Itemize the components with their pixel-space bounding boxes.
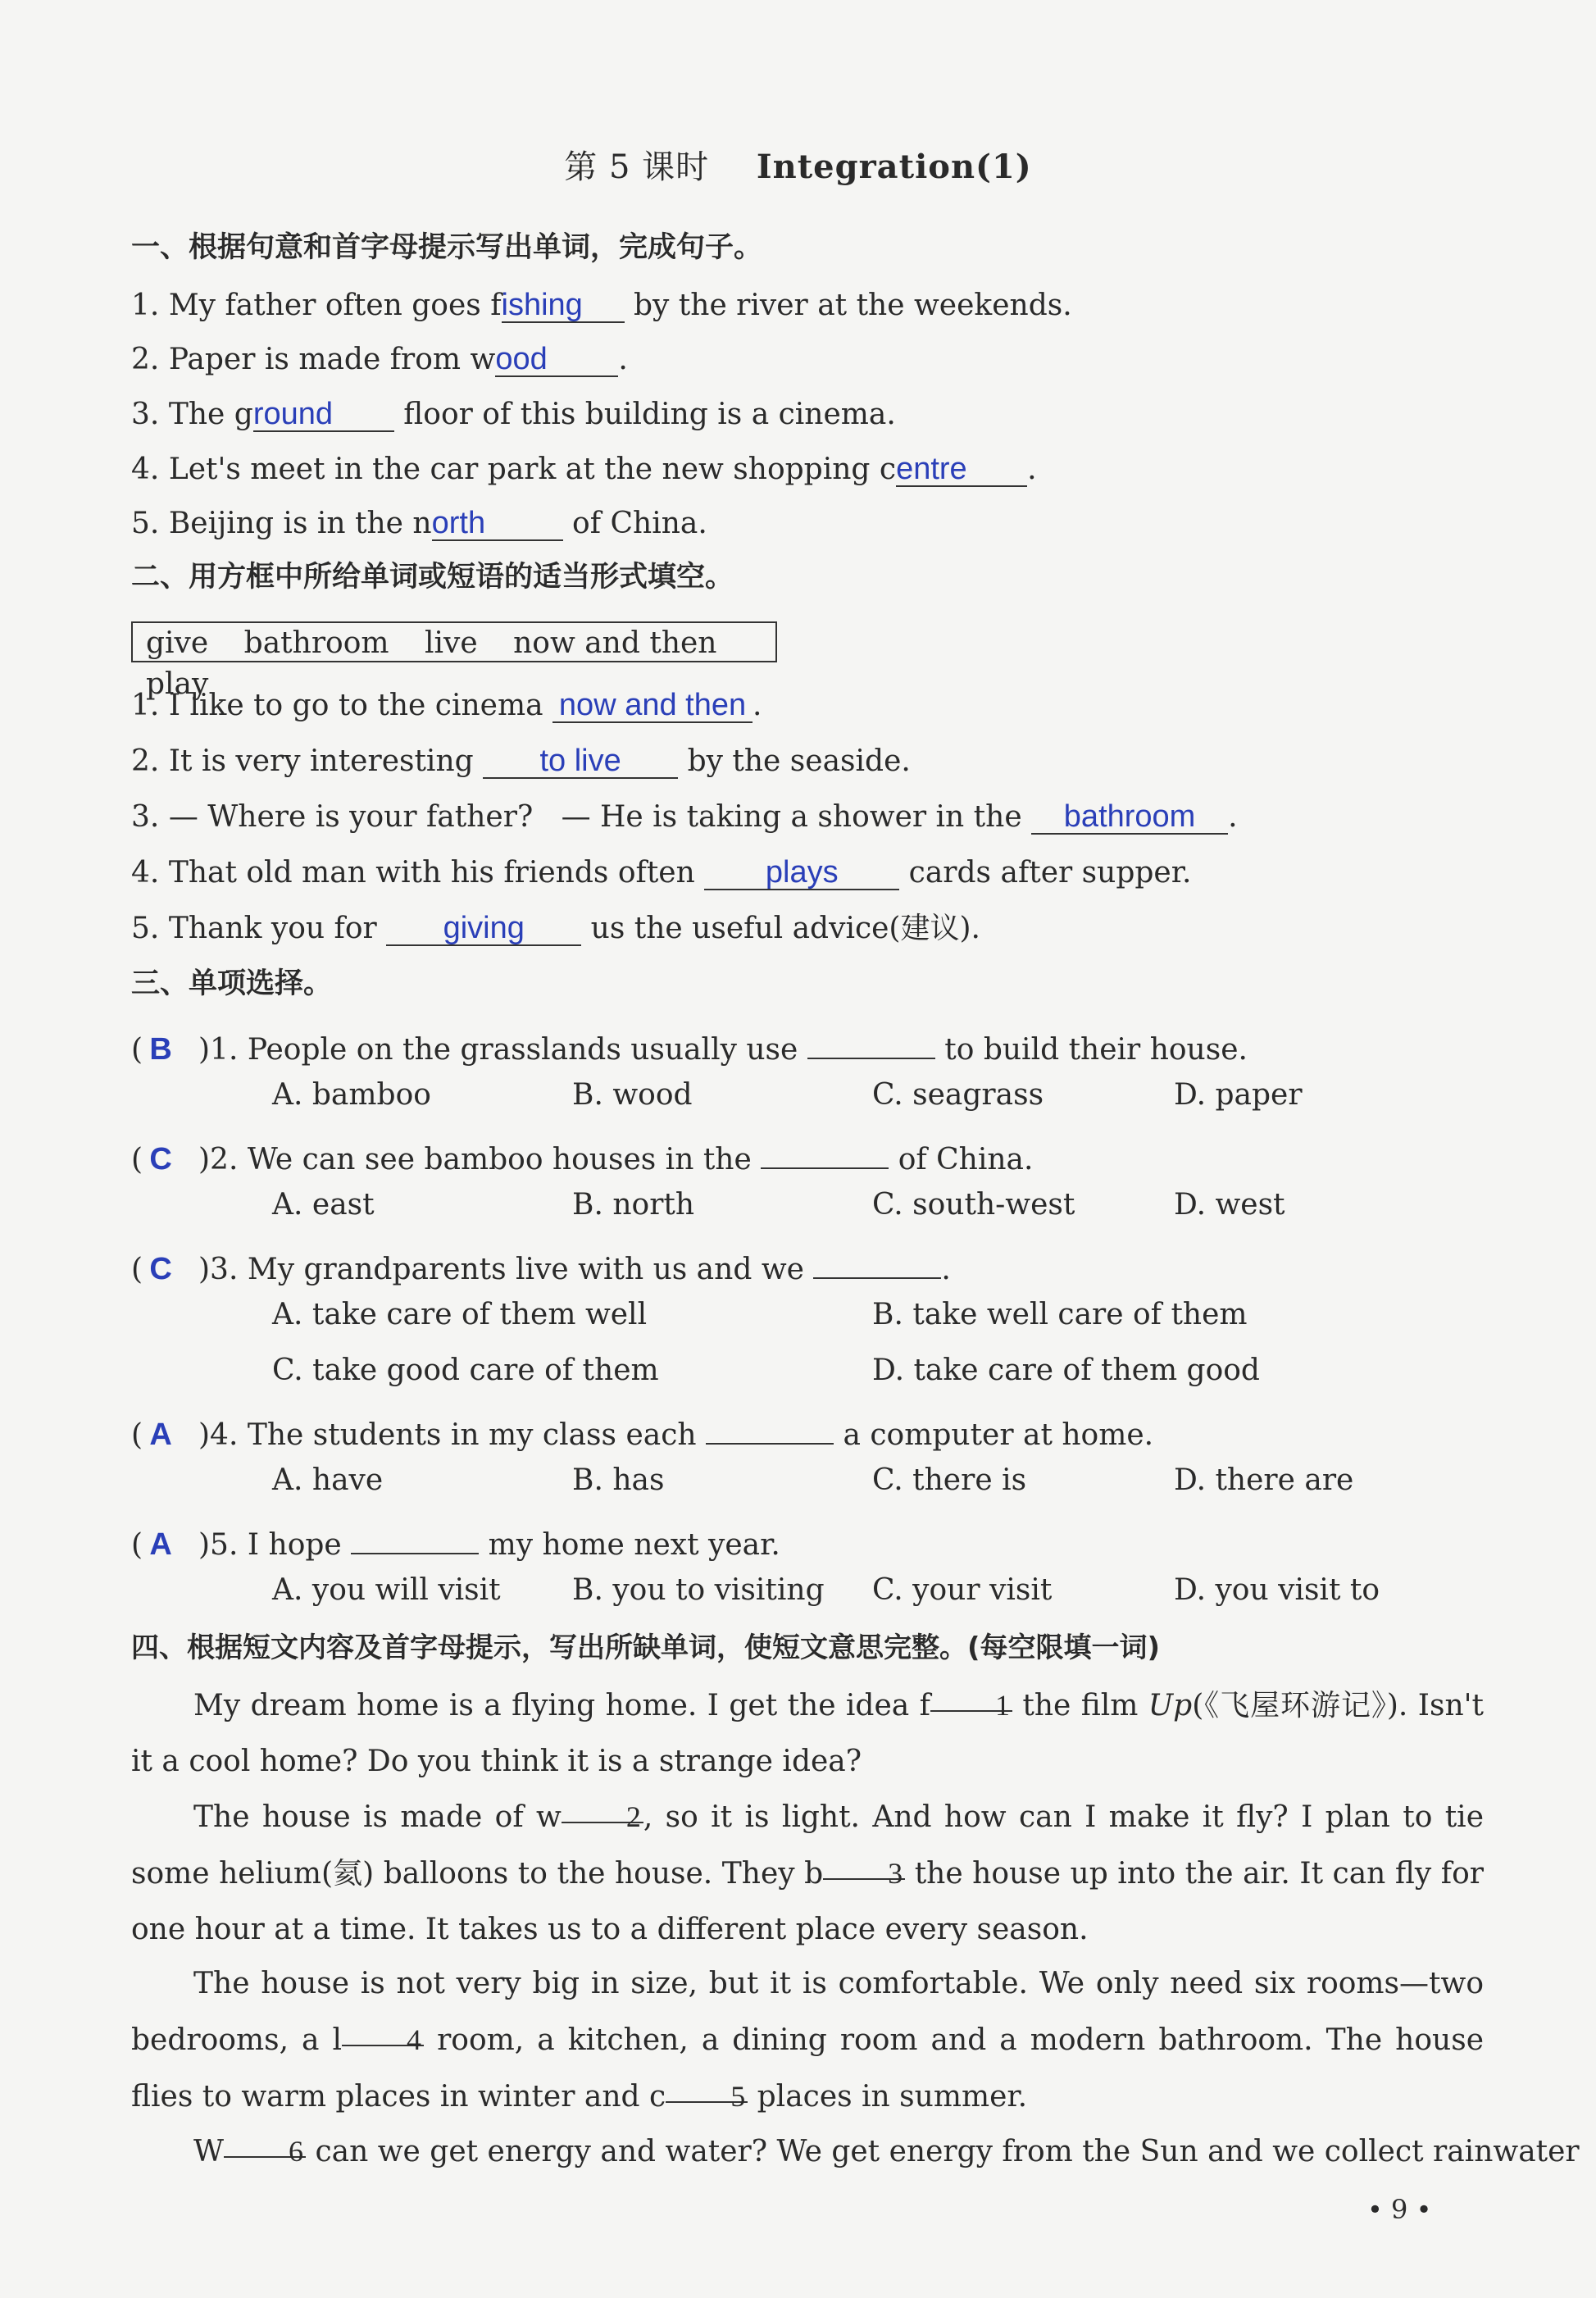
passage-text: W	[193, 2135, 225, 2168]
answer-choice: B	[149, 1032, 172, 1067]
blank-number: 2	[625, 1800, 641, 1833]
item-text: to build their house.	[944, 1033, 1248, 1067]
section2-heading: 二、用方框中所给单词或短语的适当形式填空。	[131, 561, 734, 594]
item-num: 2.	[131, 343, 160, 376]
item-num: )1.	[198, 1033, 239, 1067]
answer-text: entre	[896, 452, 967, 486]
blank-number: 4	[407, 2023, 422, 2056]
item-text: It is very interesting	[168, 744, 484, 778]
item-num: 4.	[131, 856, 160, 890]
answer-text: now and then	[558, 688, 747, 722]
answer-blank[interactable]	[704, 853, 899, 890]
answer-blank[interactable]	[386, 908, 581, 946]
passage-paragraph-4	[131, 2123, 1580, 2180]
question-blank	[351, 1517, 479, 1554]
blank-number: 3	[888, 1857, 903, 1890]
answer-paren[interactable]: ( A	[131, 1525, 198, 1565]
option-c: C. your visit	[872, 1573, 1053, 1607]
passage-text: the film	[1012, 1689, 1148, 1722]
answer-blank[interactable]	[1031, 797, 1228, 835]
passage-paragraph-3	[131, 1956, 1484, 2125]
passage-blank-3[interactable]	[823, 1845, 905, 1890]
answer-text: ood	[495, 342, 548, 376]
item-text: My father often goes f	[168, 289, 502, 322]
option-c: C. take good care of them	[272, 1354, 659, 1387]
passage-text: places in summer.	[748, 2080, 1028, 2114]
s2-item-1	[131, 685, 762, 726]
answer-blank[interactable]	[552, 685, 753, 723]
item-text: Thank you for	[168, 912, 387, 945]
blank-number: 1	[994, 1689, 1010, 1722]
passage-blank-4[interactable]	[342, 2012, 424, 2056]
answer-choice: A	[149, 1527, 172, 1562]
passage-text: The house is not very big in size, but it is comfortable. We only need six rooms—two bedrooms, a l	[131, 1967, 1484, 2057]
option-c: C. seagrass	[872, 1078, 1044, 1112]
item-text: I hope	[247, 1528, 342, 1562]
answer-blank[interactable]	[432, 503, 563, 541]
question-blank	[706, 1407, 834, 1445]
answer-paren[interactable]: ( C	[131, 1249, 198, 1290]
passage-text: room, a kitchen, a dining room and a modern bathroom. The house flies to warm places in winter and c	[131, 2023, 1484, 2114]
mc-question-1	[131, 1022, 1248, 1070]
item-text: I like to go to the cinema	[168, 689, 553, 722]
item-text: The g	[168, 398, 253, 431]
answer-blank[interactable]	[253, 394, 394, 432]
item-num: 1.	[131, 289, 160, 322]
item-num: 4.	[131, 453, 160, 486]
item-num: 1.	[131, 689, 160, 722]
item-text: of China.	[898, 1143, 1034, 1176]
item-text: That old man with his friends often	[168, 856, 705, 890]
option-a: A. you will visit	[272, 1573, 501, 1607]
item-text: The students in my class each	[247, 1418, 697, 1452]
item-text: of China.	[562, 507, 707, 540]
mc-question-3	[131, 1241, 951, 1290]
item-text: .	[941, 1253, 951, 1286]
passage-blank-6[interactable]	[224, 2123, 306, 2168]
item-text: Paper is made from w	[168, 343, 496, 376]
option-d: D. you visit to	[1174, 1573, 1380, 1607]
page-number: • 9 •	[1367, 2194, 1432, 2225]
option-b: B. wood	[572, 1078, 693, 1112]
item-text: .	[753, 689, 762, 722]
word-option: give	[146, 626, 209, 660]
answer-blank[interactable]	[896, 449, 1027, 487]
item-text: by the seaside.	[678, 744, 911, 778]
passage-blank-2[interactable]	[562, 1789, 643, 1833]
answer-text: round	[252, 397, 334, 431]
item-text: Let's meet in the car park at the new shopping c	[168, 453, 897, 486]
option-c: C. there is	[872, 1463, 1027, 1497]
item-text: cards after supper.	[899, 856, 1192, 890]
passage-text: the house up into the air. It can fly for one hour at a time. It takes us to a different place every season.	[131, 1857, 1484, 1946]
passage-text: , so it is light. And how can I make it fly? I plan to tie some helium(氦) balloons to the house. They b	[131, 1800, 1484, 1891]
option-a: A. bamboo	[272, 1078, 431, 1112]
s1-item-5	[131, 503, 707, 544]
mc-question-5	[131, 1517, 780, 1565]
option-d: D. paper	[1174, 1078, 1303, 1112]
option-d: D. there are	[1174, 1463, 1354, 1497]
item-text: .	[1027, 453, 1037, 486]
item-text: by the river at the weekends.	[624, 289, 1072, 322]
option-b: B. has	[572, 1463, 665, 1497]
item-text: We can see bamboo houses in the	[247, 1143, 752, 1176]
answer-paren[interactable]: ( C	[131, 1140, 198, 1180]
option-a: A. east	[272, 1188, 375, 1222]
section1-heading: 一、根据句意和首字母提示写出单词，完成句子。	[131, 231, 763, 264]
answer-text: giving	[443, 911, 525, 945]
answer-choice: C	[149, 1252, 172, 1286]
section3-heading: 三、单项选择。	[131, 967, 333, 1000]
answer-blank[interactable]	[483, 741, 678, 779]
option-d: D. west	[1174, 1188, 1285, 1222]
option-a: A. have	[272, 1463, 384, 1497]
title-en: Integration(1)	[756, 148, 1032, 186]
option-c: C. south-west	[872, 1188, 1075, 1222]
section4-heading: 四、根据短文内容及首字母提示，写出所缺单词，使短文意思完整。(每空限填一词)	[131, 1631, 1161, 1664]
passage-text: The house is made of w	[193, 1800, 562, 1834]
item-num: 5.	[131, 912, 160, 945]
s1-item-4	[131, 449, 1037, 489]
passage-paragraph-1	[131, 1677, 1484, 1790]
answer-choice: A	[149, 1417, 172, 1452]
item-num: )5.	[198, 1528, 239, 1562]
item-num: )2.	[198, 1143, 239, 1176]
film-title: Up	[1148, 1689, 1193, 1722]
s2-item-4	[131, 853, 1191, 893]
answer-text: to live	[539, 744, 621, 778]
answer-text: plays	[765, 855, 839, 890]
passage-text: (《飞屋环游记》). Isn't it a cool home? Do you think it is a strange idea?	[131, 1689, 1484, 1778]
answer-text: bathroom	[1063, 799, 1196, 834]
title-cn: 第 5 课时	[564, 148, 710, 186]
s2-item-3	[131, 797, 1238, 837]
item-text: a computer at home.	[843, 1418, 1154, 1452]
word-option: bathroom	[243, 626, 389, 660]
passage-blank-5[interactable]	[666, 2068, 748, 2113]
option-b: B. north	[572, 1188, 695, 1222]
s1-item-2	[131, 339, 628, 380]
item-text: floor of this building is a cinema.	[393, 398, 896, 431]
answer-paren[interactable]: ( B	[131, 1030, 198, 1070]
question-blank	[807, 1022, 935, 1059]
passage-text: My dream home is a flying home. I get the idea f	[193, 1689, 930, 1722]
option-a: A. take care of them well	[272, 1298, 648, 1331]
item-text: People on the grasslands usually use	[247, 1033, 798, 1067]
word-option: play	[146, 667, 209, 701]
item-text: Beijing is in the n	[168, 507, 432, 540]
passage-blank-1[interactable]	[930, 1677, 1012, 1722]
s1-item-3	[131, 394, 896, 435]
page-title	[0, 141, 1596, 188]
item-text: .	[618, 343, 628, 376]
mc-question-4	[131, 1407, 1153, 1455]
word-option: now and then	[513, 626, 717, 660]
word-option: live	[424, 626, 478, 660]
answer-blank[interactable]	[495, 339, 618, 377]
item-num: 3.	[131, 800, 160, 834]
item-text: my home next year.	[488, 1528, 780, 1562]
item-text: .	[1228, 800, 1238, 834]
answer-text: orth	[431, 506, 486, 540]
item-num: 5.	[131, 507, 160, 540]
item-num: )4.	[198, 1418, 239, 1452]
mc-question-2	[131, 1131, 1033, 1180]
option-b: B. you to visiting	[572, 1573, 825, 1607]
item-text: — Where is your father? — He is taking a shower in the	[168, 800, 1032, 834]
question-blank	[761, 1131, 889, 1169]
word-box	[131, 621, 777, 701]
answer-choice: C	[149, 1142, 172, 1176]
item-num: )3.	[198, 1253, 239, 1286]
answer-text: ishing	[501, 288, 583, 322]
option-b: B. take well care of them	[872, 1298, 1248, 1331]
answer-paren[interactable]: ( A	[131, 1415, 198, 1455]
passage-text: can we get energy and water? We get energy from the Sun and we collect rainwater	[306, 2135, 1580, 2168]
item-num: 2.	[131, 744, 160, 778]
blank-number: 6	[289, 2135, 304, 2168]
s1-item-1	[131, 285, 1072, 325]
blank-number: 5	[730, 2080, 746, 2113]
passage-paragraph-2	[131, 1789, 1484, 1958]
item-text: My grandparents live with us and we	[247, 1253, 804, 1286]
item-num: 3.	[131, 398, 160, 431]
item-text: us the useful advice(建议).	[581, 912, 980, 945]
option-d: D. take care of them good	[872, 1354, 1260, 1387]
question-blank	[813, 1241, 941, 1279]
answer-blank[interactable]	[502, 285, 625, 323]
s2-item-2	[131, 741, 911, 781]
s2-item-5	[131, 908, 980, 949]
